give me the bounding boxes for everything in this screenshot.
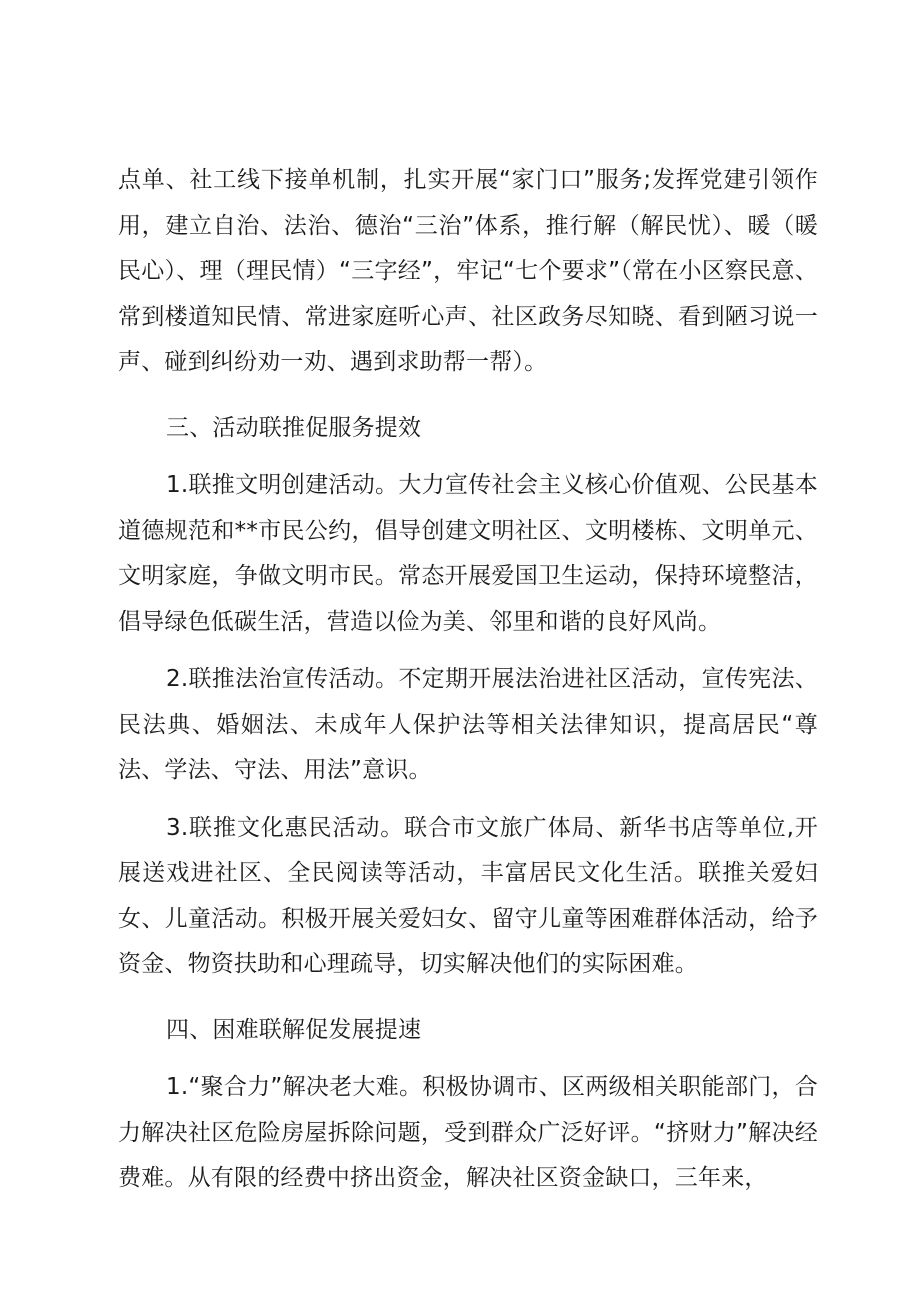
section-heading-4: 四、困难联解促发展提速 (166, 1016, 422, 1043)
paragraph-3-3: 3.联推文化惠民活动。联合市文旅广体局、新华书店等单位,开展送戏进社区、全民阅读等活动，丰富居民文化生活。联推关爱妇女、儿童活动。积极开展关爱妇女、留守儿童等困难群体活动，给予资金、物资扶助和心理疏导，切实解决他们的实际困难。 (118, 814, 818, 977)
paragraph-intro-continuation: 点单、社工线下接单机制，扎实开展“家门口”服务;发挥党建引领作用，建立自治、法治、德治“三治”体系，推行解（解民忧）、暖（暖民心）、理（理民情）“三字经”，牢记“七个要求”（常在小区察民意、常到楼道知民情、常进家庭听心声、社区政务尽知晓、看到陋习说一声、碰到纠纷劝一劝、遇到求助帮一帮）。 (118, 167, 818, 375)
document-body (118, 158, 818, 1202)
paragraph-3-1: 1.联推文明创建活动。大力宣传社会主义核心价值观、公民基本道德规范和**市民公约，倡导创建文明社区、文明楼栋、文明单元、文明家庭，争做文明市民。常态开展爱国卫生运动，保持环境整洁，倡导绿色低碳生活，营造以俭为美、邻里和谐的良好风尚。 (118, 472, 818, 635)
paragraph-3-2: 2.联推法治宣传活动。不定期开展法治进社区活动，宣传宪法、民法典、婚姻法、未成年人保护法等相关法律知识，提高居民“尊法、学法、守法、用法”意识。 (118, 666, 818, 783)
paragraph-4-1: 1.“聚合力”解决老大难。积极协调市、区两级相关职能部门，合力解决社区危险房屋拆除问题，受到群众广泛好评。“挤财力”解决经费难。从有限的经费中挤出资金，解决社区资金缺口，三年来， (118, 1074, 818, 1191)
section-heading-3: 三、活动联推促服务提效 (166, 414, 422, 441)
